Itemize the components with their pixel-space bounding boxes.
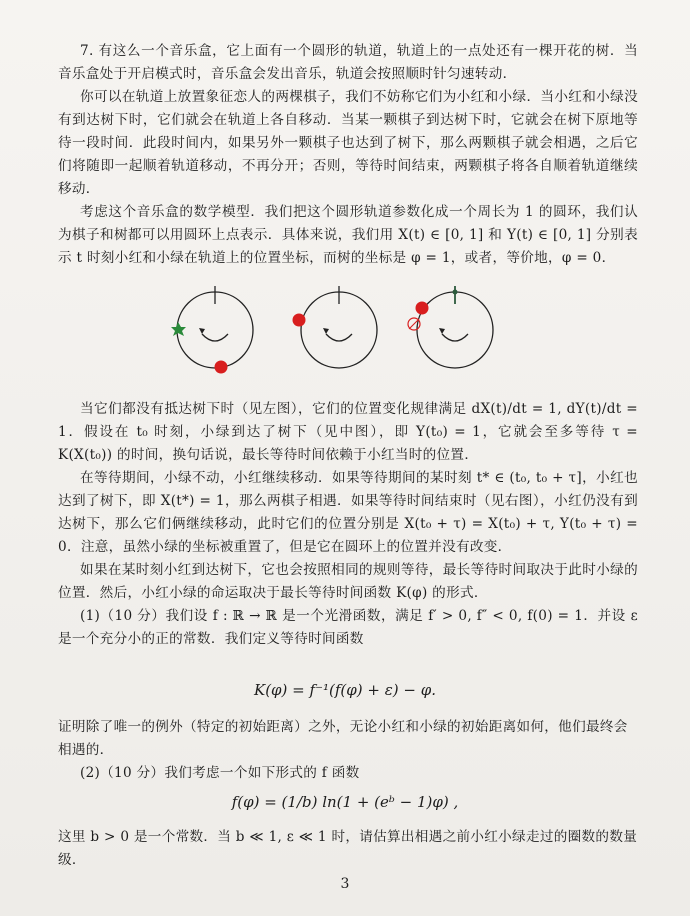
- paragraph-6: 如果在某时刻小红到达树下，它也会按照相同的规则等待，最长等待时间取决于此时小绿的位置．然后，小红小绿的命运取决于最长等待时间函数 K(φ) 的形式．: [58, 562, 638, 601]
- paragraph-8: 证明除了唯一的例外（特定的初始距离）之外，无论小红和小绿的初始距离如何，他们最终会相遇的．: [58, 719, 628, 758]
- green-piece-at-tree: [453, 290, 458, 295]
- arrow-head: [439, 328, 445, 334]
- formula-f: f(φ) = (1/b) ln(1 + (eᵇ − 1)φ) ,: [231, 793, 459, 811]
- paragraph-3: 考虑这个音乐盒的数学模型．我们把这个圆形轨道参数化成一个周长为 1 的圆环，我们认为棋子和树都可以用圆环上点表示．具体来说，我们用 X(t) ∈ [0, 1] 和 Y(t) ∈ [0, 1] 分别表示 t 时刻小红和小绿在轨道上的位置坐标，而树的坐标是 φ = 1，或者，等价地，φ = 0．: [58, 204, 638, 266]
- red-piece-now: [416, 302, 429, 315]
- diagram-middle: [284, 282, 394, 382]
- question-1-tail: [58, 716, 638, 785]
- arrow-head: [323, 328, 329, 334]
- page-number: 3: [340, 876, 350, 892]
- question-2-tail: [58, 826, 638, 872]
- paragraph-10: 这里 b > 0 是一个常数．当 b ≪ 1, ε ≪ 1 时，请估算出相遇之前小红小绿走过的圈数的数量级．: [58, 829, 638, 868]
- question-2-intro: (2)（10 分）我们考虑一个如下形式的 f 函数: [80, 765, 360, 781]
- paragraph-5: 在等待期间，小绿不动，小红继续移动．如果等待期间的某时刻 t* ∈ (t₀, t₀ + τ]，小红也达到了树下，即 X(t*) = 1，那么两棋子相遇．如果等待时间结束时（见右图），小红仍没有到达树下，那么它们俩继续移动，此时它们的位置分别是 X(t₀ + τ) = X(t₀) + τ, Y(t₀ + τ) = 0．注意，虽然小绿的坐标被重置了，但是它在圆环上的位置并没有改变．: [58, 470, 638, 555]
- red-piece: [293, 314, 306, 327]
- arrow-head: [199, 328, 205, 334]
- diagram-right: [400, 282, 510, 382]
- clockwise-arrow: [442, 334, 468, 341]
- question-1-intro: (1)（10 分）我们设 f : ℝ → ℝ 是一个光滑函数，满足 f′ > 0, f″ < 0, f(0) = 1．并设 ε 是一个充分小的正的常数．我们定义等待时间函数: [58, 608, 638, 647]
- paragraph-2: 你可以在轨道上放置象征恋人的两棵棋子，我们不妨称它们为小红和小绿．当小红和小绿没有到达树下时，它们就会在轨道上各自移动．当某一颗棋子到达树下时，它就会在树下原地等待一段时间．此段时间内，如果另外一颗棋子也达到了树下，那么两颗棋子就会相遇，之后它们将随即一起顺着轨道移动，不再分开；否则，等待时间结束，两颗棋子将各自顺着轨道继续移动．: [58, 89, 638, 197]
- clockwise-arrow: [326, 334, 352, 341]
- green-piece: [171, 322, 186, 336]
- paragraph-4: 当它们都没有抵达树下时（见左图），它们的位置变化规律满足 dX(t)/dt = 1, dY(t)/dt = 1．假设在 t₀ 时刻，小绿到达了树下（见中图），即 Y(t₀) = 1，它就会至多等待 τ = K(X(t₀)) 的时间，换句话说，最长等待时间依赖于小红当时的位置．: [58, 401, 638, 463]
- clockwise-arrow: [202, 334, 228, 341]
- paragraph-1: 7. 有这么一个音乐盒，它上面有一个圆形的轨道，轨道上的一点处还有一棵开花的树．当音乐盒处于开启模式时，音乐盒会发出音乐，轨道会按照顺时针匀速转动．: [58, 43, 638, 82]
- problem-body: [58, 398, 638, 651]
- diagram-left: [160, 282, 270, 382]
- red-piece: [215, 361, 228, 374]
- formula-k: K(φ) = f⁻¹(f(φ) + ε) − φ.: [254, 681, 436, 699]
- problem-intro: [58, 40, 638, 270]
